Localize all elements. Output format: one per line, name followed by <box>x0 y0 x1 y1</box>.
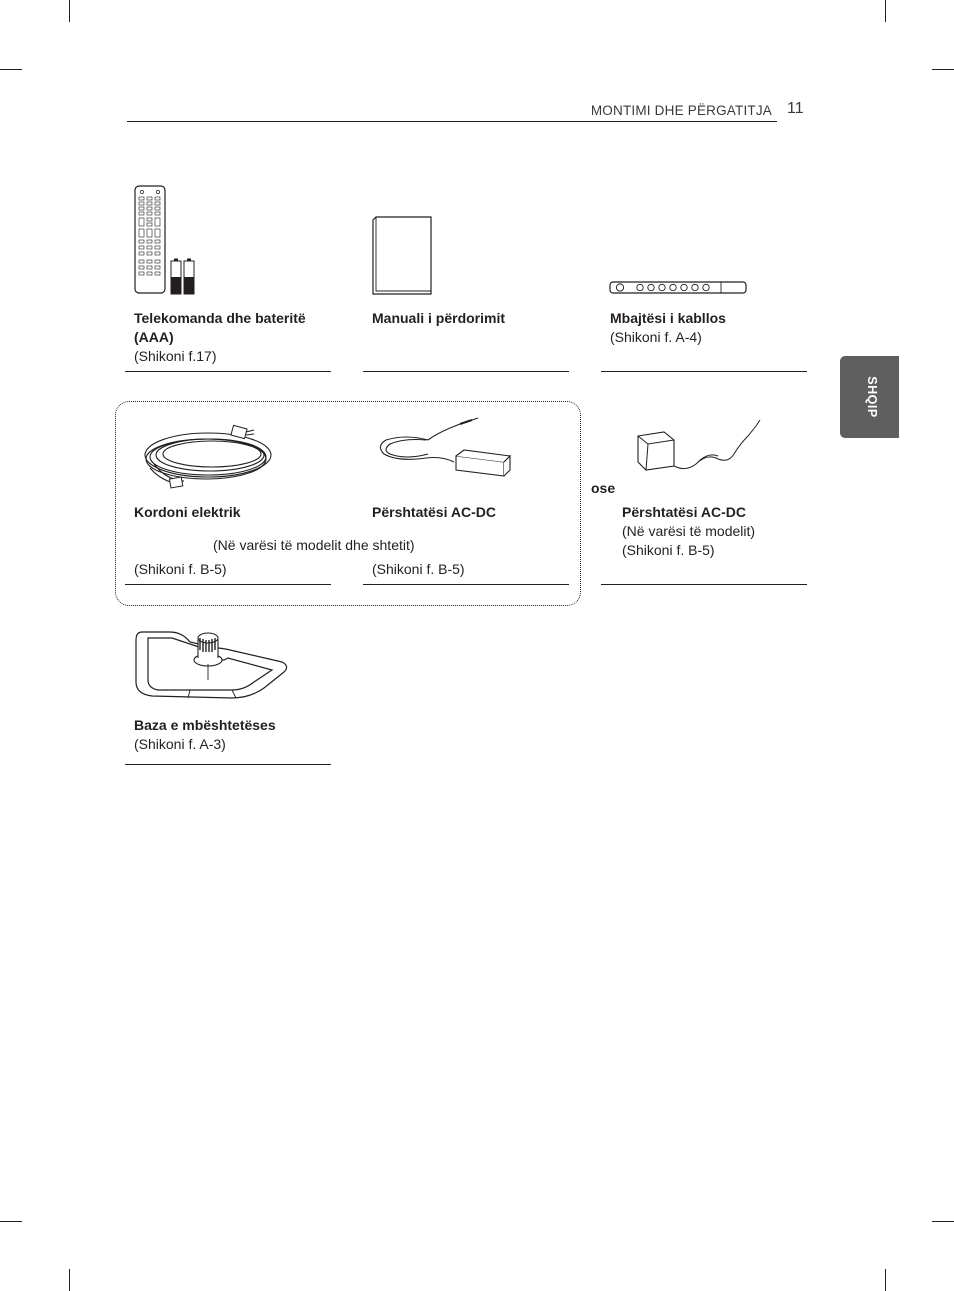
crop-mark <box>932 1221 954 1222</box>
item-divider <box>125 584 331 585</box>
cable-holder-icon <box>609 280 749 296</box>
item-divider <box>363 371 569 372</box>
stand-base-icon <box>132 624 290 700</box>
page-number: 11 <box>787 100 804 117</box>
item-name-power-cord: Kordoni elektrik <box>134 504 241 520</box>
crop-mark <box>0 69 22 70</box>
group-note: (Në varësi të modelit dhe shtetit) <box>213 537 415 553</box>
language-tab <box>840 356 899 438</box>
item-name-adapter-brick: Përshtatësi AC-DC <box>372 504 496 520</box>
item-name-cable-holder: Mbajtësi i kabllos <box>610 310 726 326</box>
item-ref-cable-holder: (Shikoni f. A-4) <box>610 329 702 345</box>
section-title: MONTIMI DHE PËRGATITJA <box>590 103 772 118</box>
item-divider <box>601 371 807 372</box>
language-tab-label: SHQIP <box>865 376 879 418</box>
power-cord-icon <box>140 424 280 492</box>
user-manual-icon <box>370 216 434 296</box>
item-note-adapter-wall: (Në varësi të modelit) <box>622 523 756 539</box>
item-name-manual: Manuali i përdorimit <box>372 310 506 326</box>
item-divider <box>363 584 569 585</box>
item-ref-remote: (Shikoni f.17) <box>134 348 217 364</box>
item-divider <box>125 371 331 372</box>
ac-dc-adapter-brick-icon <box>376 418 512 482</box>
item-ref-adapter-wall: (Shikoni f. B-5) <box>622 542 715 558</box>
alternative-label: ose <box>591 480 616 496</box>
crop-mark <box>932 69 954 70</box>
crop-mark <box>885 1269 886 1291</box>
item-divider <box>601 584 807 585</box>
item-name-remote: Telekomanda dhe bateritë (AAA) <box>134 310 306 345</box>
item-ref-stand-base: (Shikoni f. A-3) <box>134 736 226 752</box>
item-ref-adapter-brick: (Shikoni f. B-5) <box>372 561 465 577</box>
remote-control-with-batteries-icon <box>133 185 203 297</box>
ac-dc-adapter-wall-icon <box>634 418 766 478</box>
header-rule <box>127 121 777 122</box>
crop-mark <box>0 1221 22 1222</box>
item-ref-power-cord: (Shikoni f. B-5) <box>134 561 227 577</box>
crop-mark <box>69 0 70 22</box>
crop-mark <box>885 0 886 22</box>
item-name-adapter-wall: Përshtatësi AC-DC <box>622 504 746 520</box>
item-name-stand-base: Baza e mbështetëses <box>134 717 276 733</box>
crop-mark <box>69 1269 70 1291</box>
item-divider <box>125 764 331 765</box>
